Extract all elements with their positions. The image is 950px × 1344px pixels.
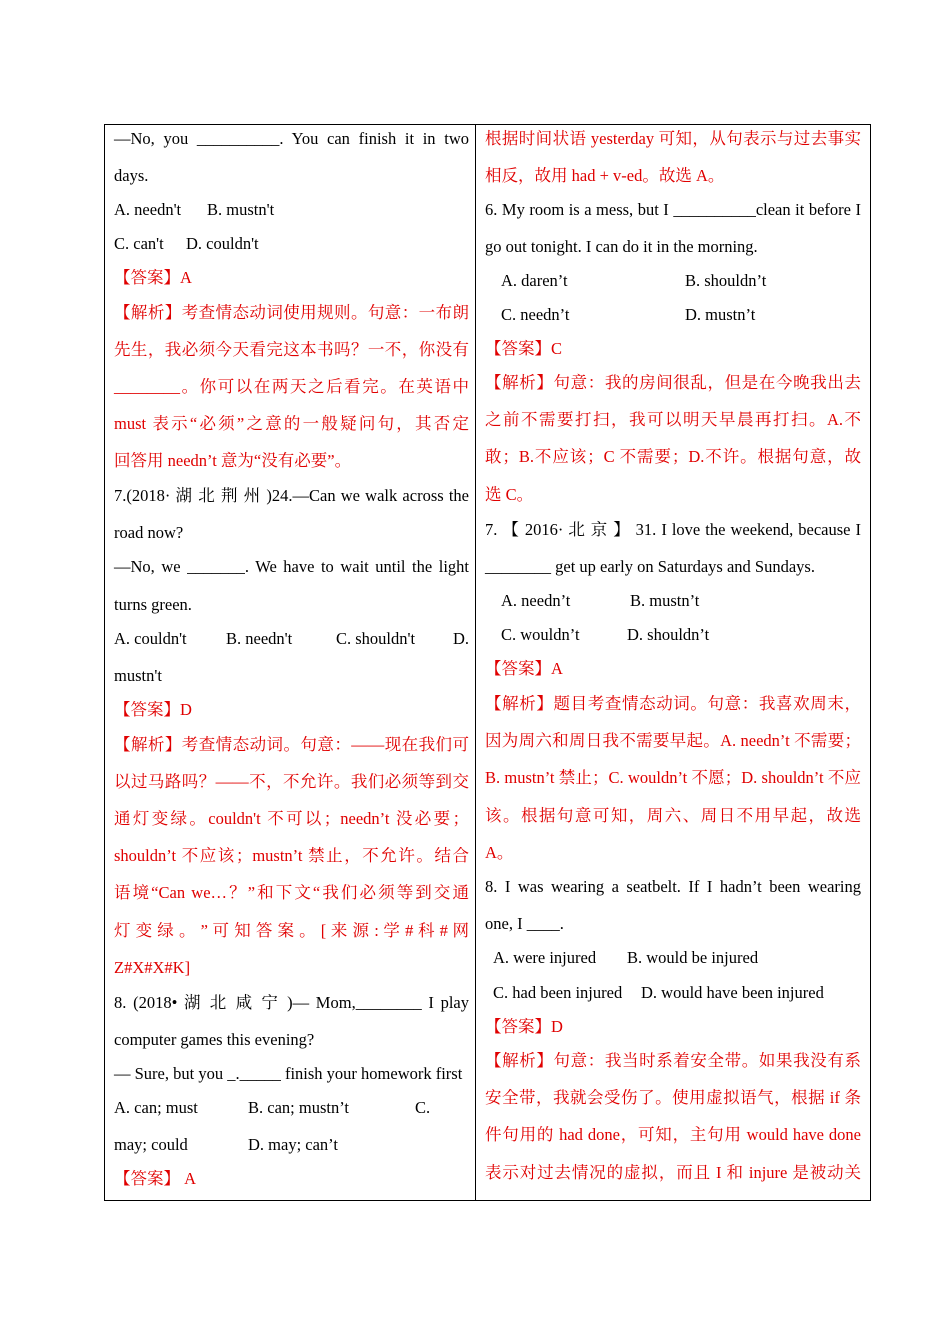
option-a: A. couldn't <box>114 629 187 648</box>
analysis-line: 先生，我必须今天看完这本书吗？一不，你没有 <box>114 340 469 359</box>
options-line <box>485 946 861 970</box>
right-column <box>476 125 870 1200</box>
analysis-line: 通灯变绿。couldn't 不可以；needn’t 没必要； <box>114 809 469 828</box>
option-d: D. <box>452 629 469 648</box>
analysis-line: 【解析】考查情态动词使用规则。句意：一布朗 <box>114 303 469 322</box>
option-d: D. mustn’t <box>685 305 756 324</box>
text-line: —No, you __________. You can finish it in two <box>114 129 469 148</box>
option-a: A. needn't <box>114 200 182 219</box>
answer-line: 【答案】A <box>114 268 192 287</box>
options-line <box>114 198 469 222</box>
analysis-line: ________。你可以在两天之后看完。在英语中 <box>114 377 469 396</box>
option-c: C. needn’t <box>501 305 570 324</box>
question-line: —No, we _______. We have to wait until the light <box>114 557 469 576</box>
analysis-line: 敢；B.不应该；C 不需要；D.不许。根据句意，故 <box>485 447 861 466</box>
analysis-line: must 表示“必须”之意的一般疑问句，其否定 <box>114 414 469 433</box>
analysis-line: 回答用 needn’t 意为“没有必要”。 <box>114 451 352 470</box>
question-line: turns green. <box>114 595 192 614</box>
option-d: D. shouldn’t <box>627 625 710 644</box>
analysis-line: 选 C。 <box>485 485 534 504</box>
option-d: D. couldn't <box>186 234 259 253</box>
question-line: computer games this evening? <box>114 1030 315 1049</box>
analysis-line: 以过马路吗？——不，不允许。我们必须等到交 <box>114 772 469 791</box>
option-a: A. can; must <box>114 1098 198 1117</box>
options-line <box>114 1133 469 1157</box>
options-line <box>114 232 469 256</box>
option-d: D. may; can’t <box>248 1135 338 1154</box>
option-a: A. daren’t <box>501 271 568 290</box>
question-line: ________ get up early on Saturdays and Sundays. <box>485 557 815 576</box>
options-line <box>485 623 861 647</box>
analysis-line: 表示对过去情况的虚拟，而且 I 和 injure 是被动关 <box>485 1163 861 1182</box>
option-c-cont: may; could <box>114 1135 188 1154</box>
option-b: B. would be injured <box>627 948 759 967</box>
question-line: 7. 【 2016· 北 京 】 31. I love the weekend, because I <box>485 520 861 539</box>
question-line: 6. My room is a mess, but I __________clean it before I <box>485 200 861 219</box>
analysis-line: 之前不需要打扫，我可以明天早晨再打扫。A.不 <box>485 410 861 429</box>
options-line <box>485 589 861 613</box>
analysis-line: 因为周六和周日我不需要早起。A. needn’t 不需要； <box>485 731 861 750</box>
question-line: 8. I was wearing a seatbelt. If I hadn’t been wearing <box>485 877 861 896</box>
answer-line: 【答案】D <box>485 1017 563 1036</box>
analysis-line: B. mustn’t 禁止；C. wouldn’t 不愿；D. shouldn’t 不应 <box>485 768 861 787</box>
analysis-line: Z#X#X#K] <box>114 958 191 977</box>
option-c: C. had been injured <box>493 983 623 1002</box>
option-c: C. wouldn’t <box>501 625 580 644</box>
options-line <box>114 627 469 651</box>
question-line: 7.(2018· 湖 北 荆 州 )24.—Can we walk across the <box>114 486 469 505</box>
options-line <box>485 269 861 293</box>
options-line <box>114 1096 469 1120</box>
analysis-line: 语境“Can we…？”和下文“我们必须等到交通 <box>114 883 469 902</box>
answer-line: 【答案】C <box>485 339 563 358</box>
question-line: 8. (2018• 湖 北 咸 宁 )— Mom,________ I play <box>114 993 469 1012</box>
option-a: A. were injured <box>493 948 597 967</box>
option-c: C. <box>415 1098 431 1117</box>
text-line: days. <box>114 166 149 185</box>
analysis-line: 【解析】题目考查情态动词。句意：我喜欢周末， <box>485 694 861 713</box>
analysis-line: 【解析】考查情态动词。句意：——现在我们可 <box>114 735 469 754</box>
analysis-line: shouldn’t 不应该；mustn’t 禁止，不允许。结合 <box>114 846 469 865</box>
analysis-line: 【解析】句意：我的房间很乱，但是在今晚我出去 <box>485 373 861 392</box>
analysis-line: 该。根据句意可知，周六、周日不用早起，故选 <box>485 806 861 825</box>
options-line <box>485 303 861 327</box>
option-b: B. can; mustn’t <box>248 1098 349 1117</box>
option-a: A. needn’t <box>501 591 571 610</box>
analysis-line: 根据时间状语 yesterday 可知，从句表示与过去事实 <box>485 129 861 148</box>
option-b: B. needn't <box>226 629 293 648</box>
options-line <box>485 981 861 1005</box>
option-b: B. mustn't <box>207 200 275 219</box>
option-b: B. mustn’t <box>630 591 700 610</box>
answer-line: 【答案】 A <box>114 1169 197 1188</box>
analysis-line: 相反，故用 had + v-ed。故选 A。 <box>485 166 725 185</box>
question-line: one, I ____. <box>485 914 564 933</box>
answer-line: 【答案】D <box>114 700 192 719</box>
left-column <box>105 125 476 1200</box>
option-c: C. shouldn't <box>336 629 416 648</box>
option-b: B. shouldn’t <box>685 271 767 290</box>
question-line: road now? <box>114 523 184 542</box>
analysis-line: 件句用的 had done，可知，主句用 would have done <box>485 1125 861 1144</box>
answer-line: 【答案】A <box>485 659 563 678</box>
analysis-line: 【解析】句意：我当时系着安全带。如果我没有系 <box>485 1051 861 1070</box>
option-d: D. would have been injured <box>641 983 824 1002</box>
analysis-line: 安全带，我就会受伤了。使用虚拟语气，根据 if 条 <box>485 1088 861 1107</box>
text-line: mustn't <box>114 666 162 685</box>
analysis-line: A。 <box>485 843 514 862</box>
option-c: C. can't <box>114 234 164 253</box>
question-line: go out tonight. I can do it in the morning. <box>485 237 758 256</box>
analysis-line: 灯 变 绿 。 ” 可 知 答 案 。 [ 来 源 : 学 # 科 # 网 <box>114 921 469 940</box>
document-table <box>104 124 871 1201</box>
question-line: — Sure, but you _._____ finish your homework first <box>114 1064 463 1083</box>
